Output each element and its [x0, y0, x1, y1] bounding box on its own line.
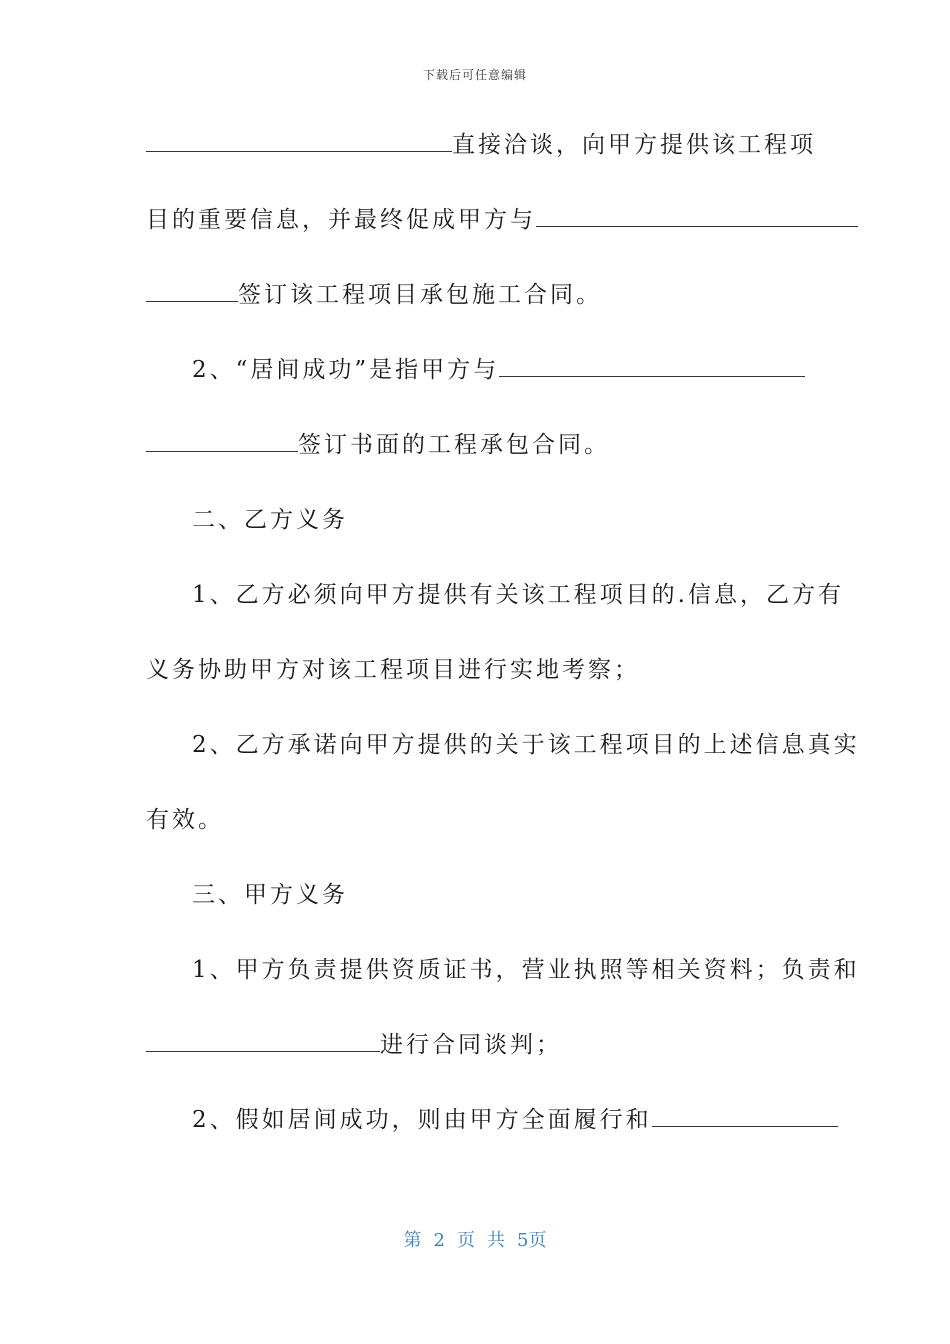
- paragraph-line-5: [146, 428, 806, 462]
- paragraph-line-10: [146, 803, 806, 837]
- header-note: 下载后可任意编辑: [422, 68, 527, 82]
- blank-line: [652, 1104, 838, 1127]
- line-1-text: 直接洽谈，向甲方提供该工程项: [452, 132, 816, 158]
- paragraph-line-12: [146, 953, 860, 987]
- line-12-text: 1、甲方负责提供资质证书，营业执照等相关资料；负责和: [192, 957, 860, 983]
- section-heading-3: [146, 878, 852, 912]
- paragraph-line-3: [146, 278, 806, 312]
- line-4-text: 2、“居间成功”是指甲方与: [192, 357, 500, 383]
- line-7-text: 1、乙方必须向甲方提供有关该工程项目的.信息，乙方有: [192, 582, 844, 608]
- line-11-text: 三、甲方义务: [192, 882, 348, 908]
- blank-line: [536, 204, 858, 227]
- line-13-text: 进行合同谈判；: [380, 1032, 562, 1058]
- line-8-text: 义务协助甲方对该工程项目进行实地考察；: [146, 657, 640, 683]
- line-10-text: 有效。: [146, 807, 224, 833]
- paragraph-line-7: [146, 578, 852, 612]
- paragraph-line-14: [146, 1103, 852, 1137]
- paragraph-line-9: [146, 728, 860, 762]
- blank-line: [499, 354, 805, 377]
- blank-line: [146, 429, 298, 452]
- section-heading-2: [146, 503, 852, 537]
- paragraph-line-4: [146, 353, 852, 387]
- blank-line: [146, 279, 238, 302]
- blank-line: [146, 129, 452, 152]
- line-2-text: 目的重要信息，并最终促成甲方与: [146, 207, 536, 233]
- paragraph-line-8: [146, 653, 806, 687]
- line-5-text: 签订书面的工程承包合同。: [298, 432, 610, 458]
- line-14-text: 2、假如居间成功，则由甲方全面履行和: [192, 1107, 652, 1133]
- line-9-text: 2、乙方承诺向甲方提供的关于该工程项目的上述信息真实: [192, 732, 860, 758]
- footer-gong: 共: [487, 1230, 505, 1251]
- footer-ye: 页: [457, 1230, 475, 1251]
- blank-line: [146, 1029, 380, 1052]
- footer-di: 第: [403, 1230, 422, 1251]
- footer-page-number: 2: [433, 1230, 445, 1251]
- paragraph-line-1: [146, 128, 816, 162]
- page-footer: [0, 1226, 950, 1252]
- paragraph-line-13: [146, 1028, 806, 1062]
- paragraph-line-2: [146, 203, 806, 237]
- line-3-text: 签订该工程项目承包施工合同。: [238, 282, 602, 308]
- footer-total: 5页: [517, 1230, 547, 1251]
- line-6-text: 二、乙方义务: [192, 507, 348, 533]
